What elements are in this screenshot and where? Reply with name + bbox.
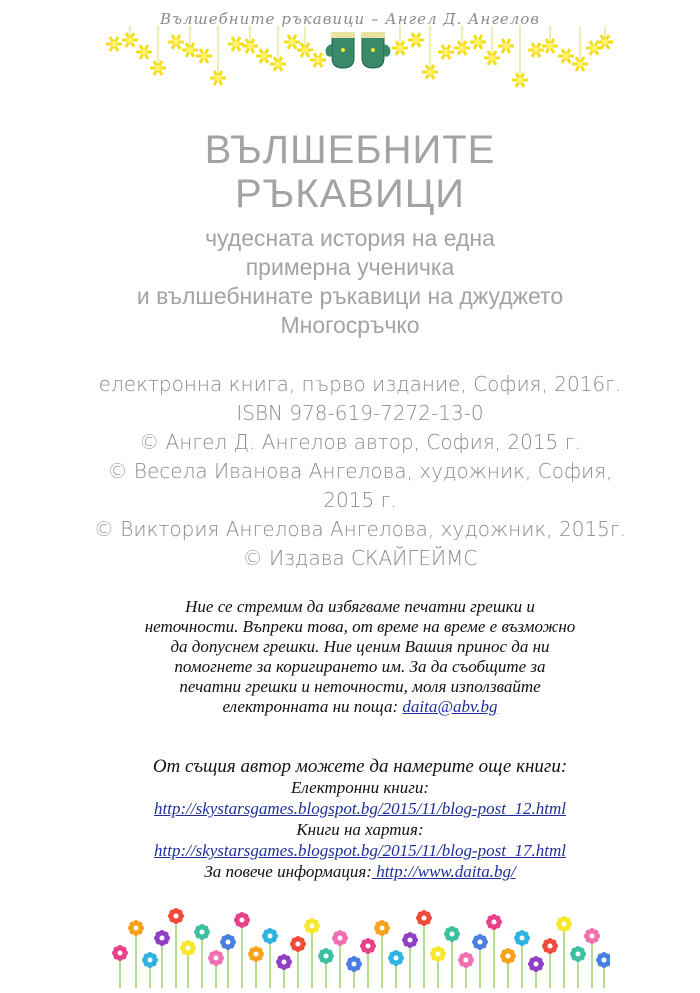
more-books-heading: От същия автор можете да намерите още книги: — [152, 756, 568, 777]
flower-icon — [374, 920, 390, 936]
notice-line: печатни грешки и неточности, моля използвайте — [179, 677, 541, 696]
email-prefix: електронната ни поща: — [222, 697, 403, 716]
running-header: Вълшебните ръкавици – Ангел Д. Ангелов — [159, 10, 541, 28]
flower-icon — [416, 910, 432, 926]
subtitle-line: Многосръчко — [280, 312, 420, 338]
flower-icon — [142, 952, 158, 968]
book-subtitle — [0, 224, 700, 340]
flower-icon — [388, 950, 404, 966]
mittens-icon — [326, 32, 391, 68]
snowflake-garland-decoration — [100, 26, 620, 96]
flower-icon — [486, 914, 502, 930]
subtitle-line: примерна ученичка — [245, 254, 455, 280]
notice-line: Ние се стремим да избягваме печатни грешки и — [185, 597, 535, 616]
flower-icon — [346, 956, 362, 972]
flower-icon — [444, 926, 460, 942]
flower-icon — [570, 946, 586, 962]
flower-icon — [112, 945, 128, 961]
paper-books-label: Книги на хартия: — [296, 820, 424, 839]
flower-icon — [528, 956, 544, 972]
edition-line: електронна книга, първо издание, София, 2016г. — [98, 372, 622, 396]
info-link[interactable]: http://www.daita.bg/ — [371, 862, 516, 881]
publisher-line: © Издава СКАЙГЕЙМС — [242, 546, 478, 570]
flower-icon — [556, 916, 572, 932]
flower-icon — [208, 950, 224, 966]
copyright-author: © Ангел Д. Ангелов автор, София, 2015 г. — [139, 430, 581, 454]
notice-line: неточности. Въпреки това, от време на време е възможно — [144, 617, 576, 636]
typo-notice — [95, 597, 625, 717]
flower-icon — [542, 938, 558, 954]
flower-icon — [596, 952, 610, 968]
flower-icon — [154, 930, 170, 946]
book-title-line-2: РЪКАВИЦИ — [234, 172, 466, 216]
flower-icon — [472, 934, 488, 950]
copyright-illustrator-1-year: 2015 г. — [323, 488, 397, 512]
subtitle-line: чудесната история на една — [205, 225, 495, 251]
ebooks-link[interactable]: http://skystarsgames.blogspot.bg/2015/11/blog-post_12.html — [154, 799, 566, 818]
flower-icon — [128, 920, 144, 936]
flower-icon — [304, 918, 320, 934]
flower-icon — [500, 948, 516, 964]
paper-books-link[interactable]: http://skystarsgames.blogspot.bg/2015/11/blog-post_17.html — [154, 841, 566, 860]
copyright-illustrator-1: © Весела Иванова Ангелова, художник, София, — [107, 459, 613, 483]
info-label: За повече информация: — [204, 862, 372, 881]
flower-icon — [402, 932, 418, 948]
flower-icon — [276, 954, 292, 970]
more-books-section — [60, 756, 660, 882]
flower-icon — [458, 952, 474, 968]
notice-line: да допуснем грешки. Ние ценим Вашия принос да ни — [170, 637, 550, 656]
flower-icon — [360, 938, 376, 954]
flower-icon — [332, 930, 348, 946]
flower-icon — [234, 912, 250, 928]
book-title-line-1: ВЪЛШЕБНИТЕ — [204, 128, 496, 172]
flower-icon — [584, 928, 600, 944]
flower-icon — [514, 930, 530, 946]
flower-icon — [430, 946, 446, 962]
publication-info — [0, 370, 700, 573]
flower-icon — [180, 940, 196, 956]
flower-icon — [220, 934, 236, 950]
flower-icon — [194, 924, 210, 940]
flower-icon — [318, 948, 334, 964]
ebooks-label: Електронни книги: — [290, 778, 430, 797]
flower-icon — [248, 946, 264, 962]
subtitle-line: и вълшебнинате ръкавици на джуджето — [136, 283, 564, 309]
isbn-line: ISBN 978-619-7272-13-0 — [236, 401, 484, 425]
notice-line: помогнете за коригирането им. За да съобщите за — [174, 657, 546, 676]
flower-icon — [290, 936, 306, 952]
flower-icon — [262, 928, 278, 944]
flower-border-decoration — [110, 898, 610, 988]
copyright-illustrator-2: © Виктория Ангелова Ангелова, художник, 2015г. — [93, 517, 627, 541]
email-link[interactable]: daita@abv.bg — [402, 697, 498, 716]
flower-icon — [168, 908, 184, 924]
